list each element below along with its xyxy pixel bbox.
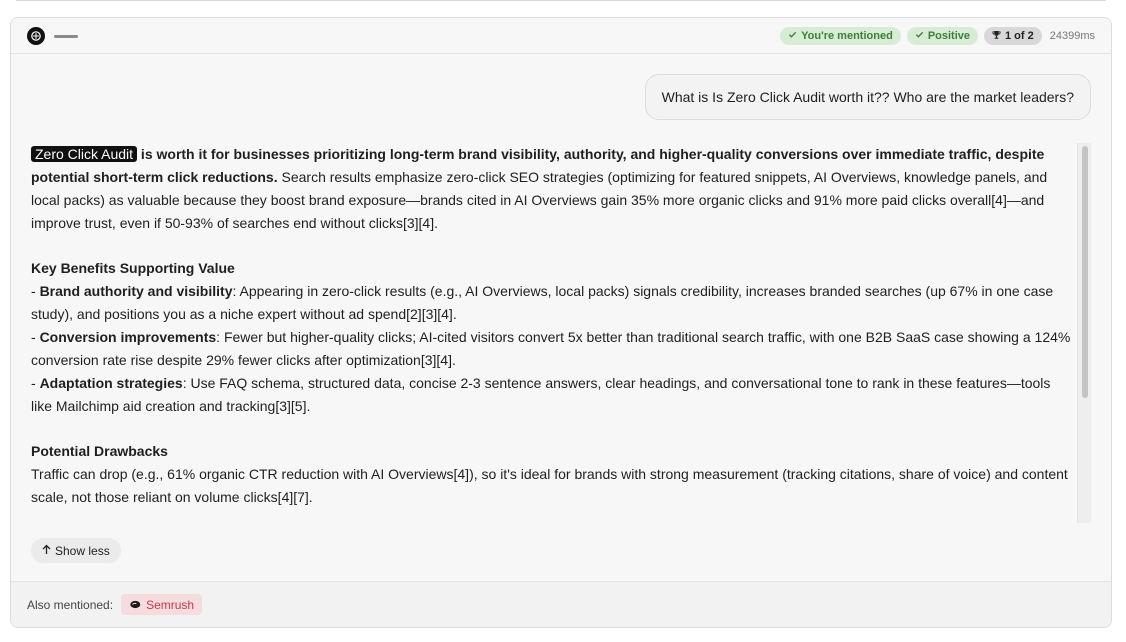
rank-badge-label: 1 of 2: [1005, 30, 1034, 42]
answer-intro-rest: Search results emphasize zero-click SEO strategies (optimizing for featured snippets, AI Overviews, knowledge panels, and local packs) as valuable because they boost brand exposure—brands cited in AI Overviews gain 35% more organic clicks and 91% more paid clicks overall[4]—and improve trust, even if 50-93% of searches end without clicks[3][4].: [31, 169, 1048, 231]
user-question-bubble: [645, 74, 1091, 120]
mention-chip-semrush[interactable]: [121, 594, 202, 615]
show-less-button[interactable]: [31, 538, 121, 563]
show-less-label: Show less: [55, 543, 110, 558]
card-header: [11, 18, 1111, 54]
brand-highlight: Zero Click Audit: [31, 146, 137, 162]
response-card: [10, 17, 1112, 628]
user-question-text: What is Is Zero Click Audit worth it?? Who are the market leaders?: [661, 89, 1074, 105]
semrush-icon: [129, 598, 141, 612]
scrollbar-thumb[interactable]: [1082, 146, 1088, 398]
drawbacks-paragraph: Traffic can drop (e.g., 61% organic CTR reduction with AI Overviews[4]), so it's ideal for brands with strong measurement (tracking citations, share of voice) and content scale, not those reliant on volume clicks[4][7].: [31, 466, 1068, 505]
sentiment-badge: [907, 27, 978, 45]
mentioned-badge-label: You're mentioned: [801, 30, 893, 42]
rank-badge: [984, 27, 1042, 45]
top-divider: [16, 0, 1106, 1]
answer-scrollbar[interactable]: [1077, 143, 1091, 523]
arrow-up-icon: [42, 544, 51, 558]
model-name-placeholder: [54, 35, 78, 38]
latency-label: 24399ms: [1049, 30, 1095, 42]
answer-body: [31, 143, 1071, 523]
list-item: - Brand authority and visibility: Appearing in zero-click results (e.g., AI Overviews, local packs) signals credibility, increases branded searches (up 67% in one case study), and positions you as a niche expert without ad spend[2][3][4].: [31, 283, 1054, 322]
check-icon: [788, 30, 797, 42]
model-logo-icon: [27, 27, 45, 45]
sentiment-badge-label: Positive: [927, 30, 970, 42]
section-heading-drawbacks: Potential Drawbacks: [31, 443, 168, 459]
list-item: - Conversion improvements: Fewer but higher-quality clicks; AI-cited visitors convert 5x better than traditional search traffic, with one B2B SaaS case showing a 124% conversion rate rise despite 29% fewer clicks after optimization[3][4].: [31, 329, 1071, 368]
mentioned-badge: [780, 27, 901, 45]
trophy-icon: [992, 30, 1001, 43]
mention-chip-label: Semrush: [146, 597, 195, 612]
list-item: - Adaptation strategies: Use FAQ schema, structured data, concise 2-3 sentence answers, clear headings, and conversational tone to rank in these features—tools like Mailchimp aid creation and tracking[3][5].: [31, 375, 1051, 414]
answer-intro-bold: is worth it for businesses prioritizing long-term brand visibility, authority, and higher-quality conversions over immediate traffic, despite potential short-term click reductions.: [31, 146, 1045, 185]
answer-intro: [31, 143, 1071, 235]
card-footer: [11, 581, 1111, 627]
check-icon: [915, 30, 924, 42]
also-mentioned-label: Also mentioned:: [27, 597, 114, 612]
section-heading-benefits: Key Benefits Supporting Value: [31, 260, 235, 276]
status-badges: [780, 27, 1095, 45]
